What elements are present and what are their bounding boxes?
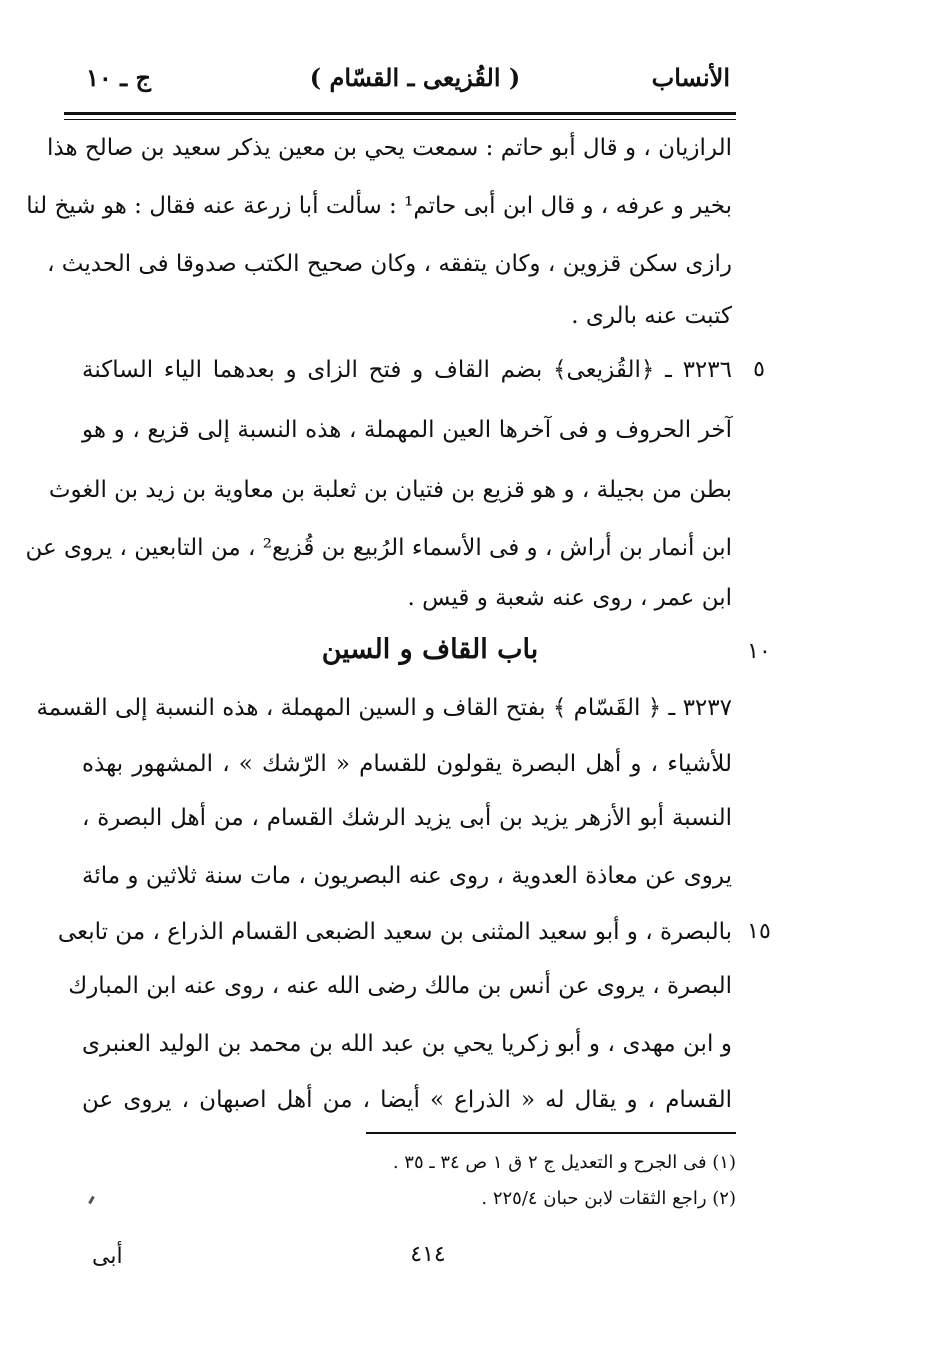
header-rule (64, 112, 736, 115)
text-line: ابن عمر ، روى عنه شعبة و قيس . (407, 585, 732, 611)
text-line: رازى سكن قزوين ، وكان يتفقه ، وكان صحيح الكتب صدوقا فى الحديث ، (47, 251, 732, 277)
text-line: الرازيان ، و قال أبو حاتم : سمعت يحي بن معين يذكر سعيد بن صالح هذا (47, 135, 732, 161)
text-line: يروى عن معاذة العدوية ، روى عنه البصريون ، مات سنة ثلاثين و مائة (82, 863, 732, 889)
text-line: البصرة ، يروى عن أنس بن مالك رضى الله عنه ، روى عنه ابن المبارك (68, 973, 732, 999)
text-line: آخر الحروف و فى آخرها العين المهملة ، هذه النسبة إلى قزيع ، و هو (82, 417, 732, 443)
line-number-10: ١٠ (747, 639, 771, 664)
text-line: بالبصرة ، و أبو سعيد المثنى بن سعيد الضبعى القسام الذراع ، من تابعى (57, 919, 732, 945)
ink-mark (88, 1196, 95, 1204)
text-line: للأشياء ، و أهل البصرة يقولون للقسام « الرّشك » ، المشهور بهذه (82, 751, 732, 777)
running-header-entries: ( القُزيعى ـ القسّام ) (309, 63, 521, 92)
text-line: النسبة أبو الأزهر يزيد بن أبى يزيد الرشك القسام ، من أهل البصرة ، (82, 805, 732, 831)
text-line: القسام ، و يقال له « الذراع » أيضا ، من أهل اصبهان ، يروى عن (82, 1087, 732, 1113)
running-header-book-title: الأنساب (651, 63, 730, 92)
text-line: ابن أنمار بن أراش ، و فى الأسماء الرُبيع بن قُزيع² ، من التابعين ، يروى عن (25, 535, 732, 561)
text-line: و ابن مهدى ، و أبو زكريا يحي بن عبد الله بن محمد بن الوليد العنبرى (82, 1031, 732, 1057)
running-header-volume: ج ـ ١٠ (86, 63, 152, 92)
text-line: كتبت عنه بالرى . (571, 303, 732, 329)
section-title: باب القاف و السين (321, 634, 539, 665)
text-line: بطن من بجيلة ، و هو قزيع بن فتيان بن ثعلبة بن معاوية بن زيد بن الغوث (48, 477, 732, 503)
page-number: ٤١٤ (410, 1242, 446, 1267)
entry-3237-heading-line: ٣٢٣٧ ـ ﴿ القَسّام ﴾ بفتح القاف و السين المهملة ، هذه النسبة إلى القسمة (36, 695, 732, 721)
footnote-rule (366, 1132, 736, 1134)
entry-3236-heading-line: ٣٢٣٦ ـ ﴿القُزيعى﴾ بضم القاف و فتح الزاى و بعدهما الياء الساكنة (82, 357, 732, 383)
line-number-5: ٥ (753, 357, 765, 382)
catchword: أبى (92, 1244, 123, 1269)
line-number-15: ١٥ (747, 919, 771, 944)
footnote-1: (١) فى الجرح و التعديل ج ٢ ق ١ ص ٣٤ ـ ٣٥ . (392, 1152, 736, 1173)
header-rule-thin (64, 119, 736, 120)
footnote-2: (٢) راجع الثقات لابن حبان ٢٢٥/٤ . (481, 1188, 736, 1209)
text-line: بخير و عرفه ، و قال ابن أبى حاتم¹ : سألت أبا زرعة عنه فقال : هو شيخ لنا (26, 193, 732, 219)
